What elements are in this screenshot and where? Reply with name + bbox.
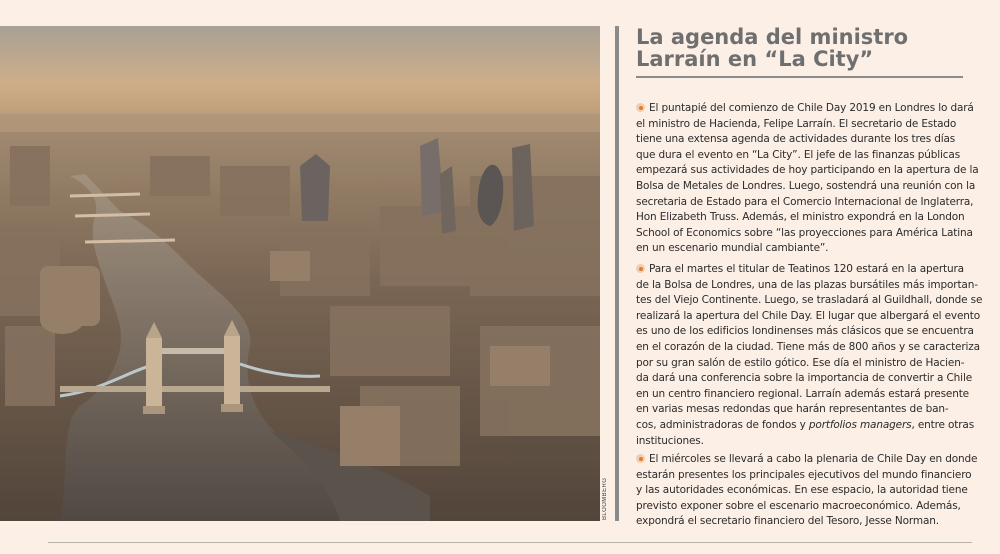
photo-credit: BLOOMBERG: [602, 477, 608, 520]
paragraph-wednesday: [636, 452, 978, 530]
paragraph-line: en varias mesas redondas que harán representantes de ban-: [636, 403, 949, 416]
paragraph-line: previsto exponer sobre el escenario macroeconómico. Además,: [636, 499, 961, 512]
paragraph-line: en el corazón de la ciudad. Tiene más de 800 años y se caracteriza: [636, 340, 980, 353]
paragraph-tuesday: [636, 262, 983, 449]
paragraph-line: por su gran salón de estilo gótico. Ese día el ministro de Hacien-: [636, 356, 965, 369]
paragraph-line: Bolsa de Metales de Londres. Luego, sostendrá una reunión con la: [636, 179, 976, 192]
title-line-1: La agenda del ministro: [636, 25, 909, 49]
paragraph-line: tiene una extensa agenda de actividades durante los tres días: [636, 133, 956, 146]
bullet-icon: [636, 454, 645, 463]
paragraph-line: El miércoles se llevará a cabo la plenaria de Chile Day en donde: [636, 452, 966, 468]
bullet-icon: [636, 264, 645, 273]
paragraph-line: tes del Viejo Continente. Luego, se trasladará al Guildhall, donde se: [636, 294, 983, 307]
paragraph-line: secretaria de Estado para el Comercio Internacional de Inglaterra,: [636, 195, 974, 208]
paragraph-line: y las autoridades económicas. En ese espacio, la autoridad tiene: [636, 484, 968, 497]
article-title: [636, 26, 966, 70]
paragraph-line: estarán presentes los principales ejecutivos del mundo financiero: [636, 468, 972, 481]
paragraph-line: expondrá el secretario financiero del Tesoro, Jesse Norman.: [636, 515, 939, 528]
paragraph-line: el ministro de Hacienda, Felipe Larraín. El secretario de Estado: [636, 117, 957, 130]
italic-phrase: portfolios managers: [808, 418, 912, 431]
paragraph-line: realizará la apertura del Chile Day. El lugar que albergará el evento: [636, 309, 981, 322]
sidebar-divider: [615, 26, 619, 521]
london-aerial-photo: [0, 26, 600, 521]
paragraph-line: que dura el evento en “La City”. El jefe de las finanzas públicas: [636, 148, 961, 161]
paragraph-line: en un escenario mundial cambiante”.: [636, 242, 829, 255]
paragraph-line: da dará una conferencia sobre la importancia de convertir a Chile: [636, 372, 973, 385]
paragraph-line: El puntapié del comienzo de Chile Day 2019 en Londres lo dará: [636, 101, 966, 117]
paragraph-line: es uno de los edificios londinenses más clásicos que se encuentra: [636, 325, 974, 338]
title-line-2: Larraín en “La City”: [636, 47, 874, 71]
bullet-icon: [636, 103, 645, 112]
paragraph-line: cos, administradoras de fondos y portfolios managers, entre otras: [636, 418, 975, 431]
paragraph-monday: [636, 101, 979, 257]
paragraph-line: Hon Elizabeth Truss. Además, el ministro expondrá en la London: [636, 211, 965, 224]
paragraph-line: en un centro financiero regional. Larraín además estará presente: [636, 387, 969, 400]
paragraph-line: de la Bolsa de Londres, una de las plazas bursátiles más importan-: [636, 278, 978, 291]
paragraph-line: Para el martes el titular de Teatinos 120 estará en la apertura: [636, 262, 966, 278]
paragraph-line: instituciones.: [636, 434, 704, 447]
bottom-rule: [48, 542, 972, 543]
title-rule: [636, 76, 963, 78]
paragraph-line: empezará sus actividades de hoy participando en la apertura de la: [636, 164, 979, 177]
paragraph-line: School of Economics sobre “las proyecciones para América Latina: [636, 226, 973, 239]
